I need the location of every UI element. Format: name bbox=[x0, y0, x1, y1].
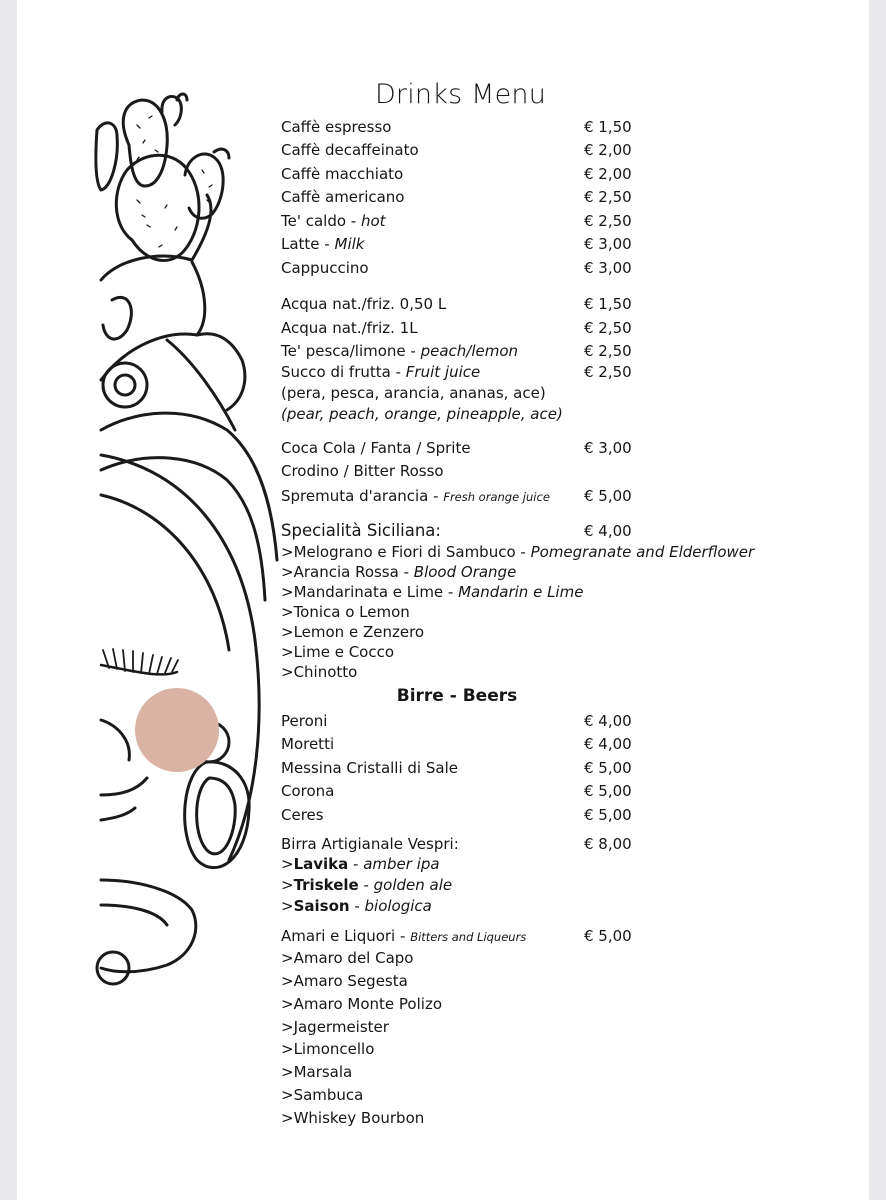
menu-item-price: € 5,00 bbox=[584, 782, 632, 800]
menu-item: Te' caldo - hot bbox=[281, 212, 386, 230]
menu-item: Caffè espresso bbox=[281, 118, 392, 136]
menu-item-price: € 2,50 bbox=[584, 342, 632, 360]
list-item: >Jagermeister bbox=[281, 1018, 389, 1036]
menu-item-price: € 1,50 bbox=[584, 295, 632, 313]
section-heading: Birre - Beers bbox=[396, 686, 518, 706]
section-heading: Amari e Liquori - Bitters and Liqueurs bbox=[281, 927, 527, 945]
list-item: >Marsala bbox=[281, 1063, 353, 1081]
list-item: >Lime e Cocco bbox=[281, 643, 395, 661]
menu-item-price: € 4,00 bbox=[584, 712, 632, 730]
menu-item: Coca Cola / Fanta / Sprite bbox=[281, 439, 471, 457]
list-item: >Amaro Monte Polizo bbox=[281, 995, 442, 1013]
menu-item-price: € 1,50 bbox=[584, 118, 632, 136]
list-item: >Whiskey Bourbon bbox=[281, 1109, 425, 1127]
menu-item: Latte - Milk bbox=[281, 235, 365, 253]
list-item: >Arancia Rossa - Blood Orange bbox=[281, 563, 517, 581]
menu-item-price: € 3,00 bbox=[584, 259, 632, 277]
list-item: >Sambuca bbox=[281, 1086, 364, 1104]
section-heading: Specialità Siciliana: bbox=[281, 521, 441, 540]
section-price: € 8,00 bbox=[584, 835, 632, 853]
menu-item: Crodino / Bitter Rosso bbox=[281, 462, 444, 480]
section-heading: Birra Artigianale Vespri: bbox=[281, 835, 459, 853]
menu-item-price: € 2,50 bbox=[584, 363, 632, 381]
menu-item-price: € 4,00 bbox=[584, 735, 632, 753]
list-item: >Amaro del Capo bbox=[281, 949, 414, 967]
menu-item: Cappuccino bbox=[281, 259, 369, 277]
menu-item: Te' pesca/limone - peach/lemon bbox=[281, 342, 519, 360]
menu-item-price: € 5,00 bbox=[584, 487, 632, 505]
menu-item: Moretti bbox=[281, 735, 335, 753]
menu-item: Caffè decaffeinato bbox=[281, 141, 419, 159]
menu-item-price: € 3,00 bbox=[584, 235, 632, 253]
menu-item: Peroni bbox=[281, 712, 328, 730]
menu-item: Ceres bbox=[281, 806, 324, 824]
menu-item: Spremuta d'arancia - Fresh orange juice bbox=[281, 487, 550, 505]
menu-item: Caffè macchiato bbox=[281, 165, 404, 183]
list-item: >Triskele - golden ale bbox=[281, 876, 453, 894]
menu-item: Caffè americano bbox=[281, 188, 405, 206]
list-item: >Limoncello bbox=[281, 1040, 375, 1058]
list-item: >Lemon e Zenzero bbox=[281, 623, 425, 641]
page-title: Drinks Menu bbox=[374, 79, 547, 110]
list-item: >Chinotto bbox=[281, 663, 358, 681]
section-price: € 4,00 bbox=[584, 522, 632, 540]
menu-item: Messina Cristalli di Sale bbox=[281, 759, 458, 777]
menu-item-price: € 2,50 bbox=[584, 212, 632, 230]
section-price: € 5,00 bbox=[584, 927, 632, 945]
list-item: >Saison - biologica bbox=[281, 897, 432, 915]
list-item: >Mandarinata e Lime - Mandarin e Lime bbox=[281, 583, 584, 601]
menu-item-price: € 2,50 bbox=[584, 188, 632, 206]
menu-item: Acqua nat./friz. 1L bbox=[281, 319, 418, 337]
menu-item-price: € 2,50 bbox=[584, 319, 632, 337]
menu-item-price: € 5,00 bbox=[584, 759, 632, 777]
menu-item-price: € 3,00 bbox=[584, 439, 632, 457]
menu-page bbox=[17, 0, 869, 1200]
list-item: >Tonica o Lemon bbox=[281, 603, 410, 621]
menu-item-price: € 2,00 bbox=[584, 141, 632, 159]
menu-item-price: € 2,00 bbox=[584, 165, 632, 183]
menu-content bbox=[17, 0, 869, 1200]
menu-item: Succo di frutta - Fruit juice bbox=[281, 363, 481, 381]
menu-item: Corona bbox=[281, 782, 335, 800]
list-item: >Amaro Segesta bbox=[281, 972, 408, 990]
menu-item-price: € 5,00 bbox=[584, 806, 632, 824]
menu-item: Acqua nat./friz. 0,50 L bbox=[281, 295, 447, 313]
list-item: >Melograno e Fiori di Sambuco - Pomegranate and Elderflower bbox=[281, 543, 755, 561]
list-item: >Lavika - amber ipa bbox=[281, 855, 440, 873]
menu-item-note: (pear, peach, orange, pineapple, ace) bbox=[281, 405, 563, 423]
menu-item-note: (pera, pesca, arancia, ananas, ace) bbox=[281, 384, 546, 402]
